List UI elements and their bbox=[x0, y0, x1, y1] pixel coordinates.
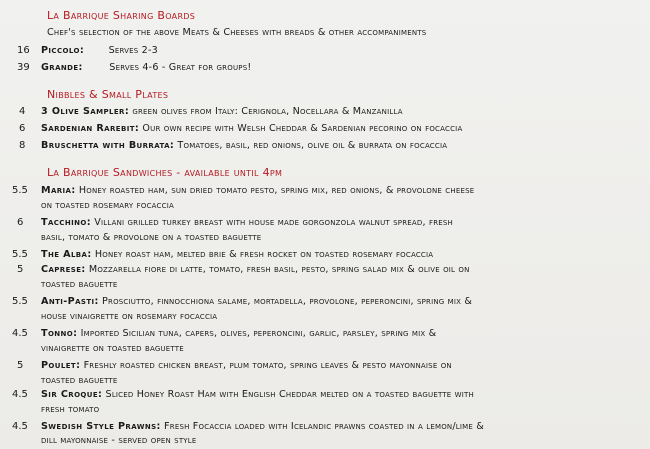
bruschetta-item bbox=[41, 140, 447, 151]
piccolo-desc: Serves 2-3 bbox=[108, 45, 158, 56]
antipasti-desc-cont: house vinaigrette on rosemary focaccia bbox=[41, 311, 218, 322]
olive-sampler-item bbox=[41, 106, 403, 117]
grande-item bbox=[41, 62, 251, 73]
prawns-price: 4.5 bbox=[12, 421, 28, 432]
antipasti-name: Anti-Pasti: bbox=[41, 296, 99, 307]
alba-item bbox=[41, 249, 433, 260]
piccolo-price: 16 bbox=[17, 45, 30, 56]
rarebit-item bbox=[41, 123, 462, 134]
alba-price: 5.5 bbox=[12, 249, 28, 260]
grande-price: 39 bbox=[17, 62, 30, 73]
caprese-price: 5 bbox=[17, 264, 24, 275]
antipasti-price: 5.5 bbox=[12, 296, 28, 307]
tacchino-name: Tacchino: bbox=[41, 217, 91, 228]
sir-croque-item bbox=[41, 389, 474, 400]
maria-price: 5.5 bbox=[12, 185, 28, 196]
tonno-desc: Imported Sicilian tuna, capers, olives, peperoncini, garlic, parsley, spring mix & bbox=[80, 328, 437, 339]
caprese-item bbox=[41, 264, 470, 275]
nibbles-heading: Nibbles & Small Plates bbox=[47, 88, 169, 101]
caprese-desc: Mozzarella fiore di latte, tomato, fresh basil, pesto, spring salad mix & olive oil on bbox=[88, 264, 470, 275]
grande-name: Grande: bbox=[41, 62, 83, 73]
poulet-desc: Freshly roasted chicken breast, plum tomato, spring leaves & pesto mayonnaise on bbox=[83, 360, 452, 371]
tonno-name: Tonno: bbox=[41, 328, 78, 339]
sharing-boards-heading: La Barrique Sharing Boards bbox=[47, 9, 196, 22]
rarebit-name: Sardenian Rarebit: bbox=[41, 123, 140, 134]
tonno-price: 4.5 bbox=[12, 328, 28, 339]
poulet-name: Poulet: bbox=[41, 360, 81, 371]
maria-name: Maria: bbox=[41, 185, 76, 196]
prawns-name: Swedish Style Prawns: bbox=[41, 421, 161, 432]
poulet-desc-cont: toasted baguette bbox=[41, 375, 118, 386]
olive-sampler-name: 3 Olive Sampler: bbox=[41, 106, 130, 117]
tonno-item bbox=[41, 328, 436, 339]
maria-item bbox=[41, 185, 474, 196]
poulet-item bbox=[41, 360, 452, 371]
piccolo-name: Piccolo: bbox=[41, 45, 85, 56]
sandwiches-heading: La Barrique Sandwiches - available until 4pm bbox=[47, 166, 283, 179]
rarebit-price: 6 bbox=[19, 123, 26, 134]
antipasti-item bbox=[41, 296, 472, 307]
sir-croque-desc-cont: fresh tomato bbox=[41, 404, 100, 415]
caprese-desc-cont: toasted baguette bbox=[41, 279, 118, 290]
sir-croque-price: 4.5 bbox=[12, 389, 28, 400]
sir-croque-name: Sir Croque: bbox=[41, 389, 103, 400]
piccolo-item bbox=[41, 45, 158, 56]
sharing-boards-intro: Chef's selection of the above Meats & Cheeses with breads & other accompaniments bbox=[47, 27, 427, 38]
tacchino-item bbox=[41, 217, 453, 228]
maria-desc-cont: on toasted rosemary focaccia bbox=[41, 200, 174, 211]
alba-name: The Alba: bbox=[41, 249, 92, 260]
olive-sampler-price: 4 bbox=[19, 106, 26, 117]
tonno-desc-cont: vinaigrette on toasted baguette bbox=[41, 343, 184, 354]
tacchino-desc: Villani grilled turkey breast with house made gorgonzola walnut spread, fresh bbox=[94, 217, 454, 228]
prawns-desc: Fresh Focaccia loaded with Icelandic prawns coasted in a lemon/lime & bbox=[164, 421, 484, 432]
bruschetta-desc: Tomatoes, basil, red onions, olive oil & burrata on focaccia bbox=[177, 140, 448, 151]
grande-desc: Serves 4-6 - Great for groups! bbox=[109, 62, 252, 73]
caprese-name: Caprese: bbox=[41, 264, 86, 275]
olive-sampler-desc: green olives from Italy: Cerignola, Nocellara & Manzanilla bbox=[132, 106, 403, 117]
poulet-price: 5 bbox=[17, 360, 24, 371]
tacchino-desc-cont: basil, tomato & provolone on a toasted baguette bbox=[41, 232, 262, 243]
bruschetta-name: Bruschetta with Burrata: bbox=[41, 140, 175, 151]
tacchino-price: 6 bbox=[17, 217, 24, 228]
sir-croque-desc: Sliced Honey Roast Ham with English Cheddar melted on a toasted baguette with bbox=[105, 389, 474, 400]
bruschetta-price: 8 bbox=[19, 140, 26, 151]
maria-desc: Honey roasted ham, sun dried tomato pesto, spring mix, red onions, & provolone cheese bbox=[78, 185, 475, 196]
prawns-item bbox=[41, 421, 484, 432]
alba-desc: Honey roast ham, melted brie & fresh rocket on toasted rosemary focaccia bbox=[94, 249, 434, 260]
antipasti-desc: Prosciutto, finnocchiona salame, mortadella, provolone, peperoncini, spring mix & bbox=[102, 296, 473, 307]
rarebit-desc: Our own recipe with Welsh Cheddar & Sardenian pecorino on focaccia bbox=[142, 123, 463, 134]
prawns-desc-cont: dill mayonnaise - served open style bbox=[41, 435, 197, 446]
